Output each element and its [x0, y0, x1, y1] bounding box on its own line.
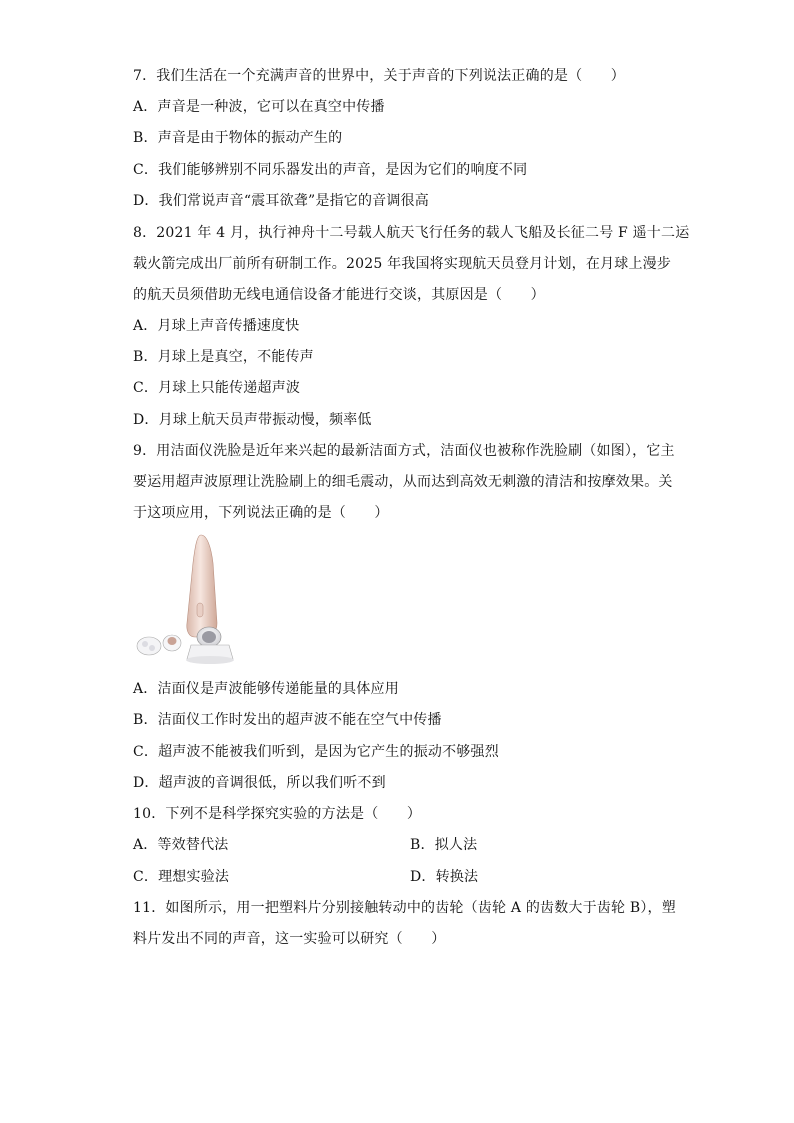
accessory-detail: [149, 645, 155, 651]
q9-option-d: D．超声波的音调很低，所以我们听不到: [133, 775, 386, 791]
q7-option-d: D．我们常说声音“震耳欲聋”是指它的音调很高: [133, 193, 429, 209]
q7-option-a: A．声音是一种波，它可以在真空中传播: [133, 99, 385, 115]
q8-stem-line1: 8．2021 年 4 月，执行神舟十二号载人航天飞行任务的载人飞船及长征二号 F 遥十二运: [133, 225, 690, 241]
q10-option-d: D．转换法: [410, 869, 479, 885]
power-button-icon: [197, 603, 203, 617]
accessory-detail: [142, 641, 148, 647]
q9-stem-line3: 于这项应用，下列说法正确的是（ ）: [133, 505, 389, 521]
q8-option-d: D．月球上航天员声带振动慢，频率低: [133, 412, 372, 428]
q7-option-c: C．我们能够辨别不同乐器发出的声音，是因为它们的响度不同: [133, 162, 528, 178]
q10-option-a: A．等效替代法: [133, 837, 229, 853]
q8-option-c: C．月球上只能传递超声波: [133, 380, 301, 396]
accessory-head-tip: [168, 637, 177, 645]
q7-option-b: B．声音是由于物体的振动产生的: [133, 130, 343, 146]
q9-stem-line1: 9．用洁面仪洗脸是近年来兴起的最新洁面方式，洁面仪也被称作洗脸刷（如图），它主: [133, 443, 675, 459]
q10-option-b: B．拟人法: [410, 837, 478, 853]
accessory-head-left: [137, 637, 161, 655]
q11-stem-line2: 料片发出不同的声音，这一实验可以研究（ ）: [133, 931, 446, 947]
q9-option-a: A．洁面仪是声波能够传递能量的具体应用: [133, 681, 399, 697]
q9-option-c: C．超声波不能被我们听到，是因为它产生的振动不够强烈: [133, 744, 499, 760]
facial-cleanser-figure: [133, 533, 243, 668]
q10-option-c: C．理想实验法: [133, 869, 230, 885]
q7-stem: 7．我们生活在一个充满声音的世界中，关于声音的下列说法正确的是（ ）: [133, 68, 625, 84]
brush-bristles: [202, 631, 216, 643]
q11-stem-line1: 11．如图所示，用一把塑料片分别接触转动中的齿轮（齿轮 A 的齿数大于齿轮 B），塑: [133, 900, 676, 916]
q8-stem-line3: 的航天员须借助无线电通信设备才能进行交谈，其原因是（ ）: [133, 287, 545, 303]
q8-option-a: A．月球上声音传播速度快: [133, 318, 300, 334]
cleanser-handle: [187, 535, 217, 637]
q9-stem-line2: 要运用超声波原理让洗脸刷上的细毛震动，从而达到高效无刺激的清洁和按摩效果。关: [133, 474, 673, 490]
q8-option-b: B．月球上是真空，不能传声: [133, 349, 314, 365]
stand-base: [186, 656, 234, 664]
q10-stem: 10．下列不是科学探究实验的方法是（ ）: [133, 806, 422, 822]
q9-option-b: B．洁面仪工作时发出的超声波不能在空气中传播: [133, 712, 442, 728]
q8-stem-line2: 载火箭完成出厂前所有研制工作。2025 年我国将实现航天员登月计划，在月球上漫步: [133, 256, 672, 272]
